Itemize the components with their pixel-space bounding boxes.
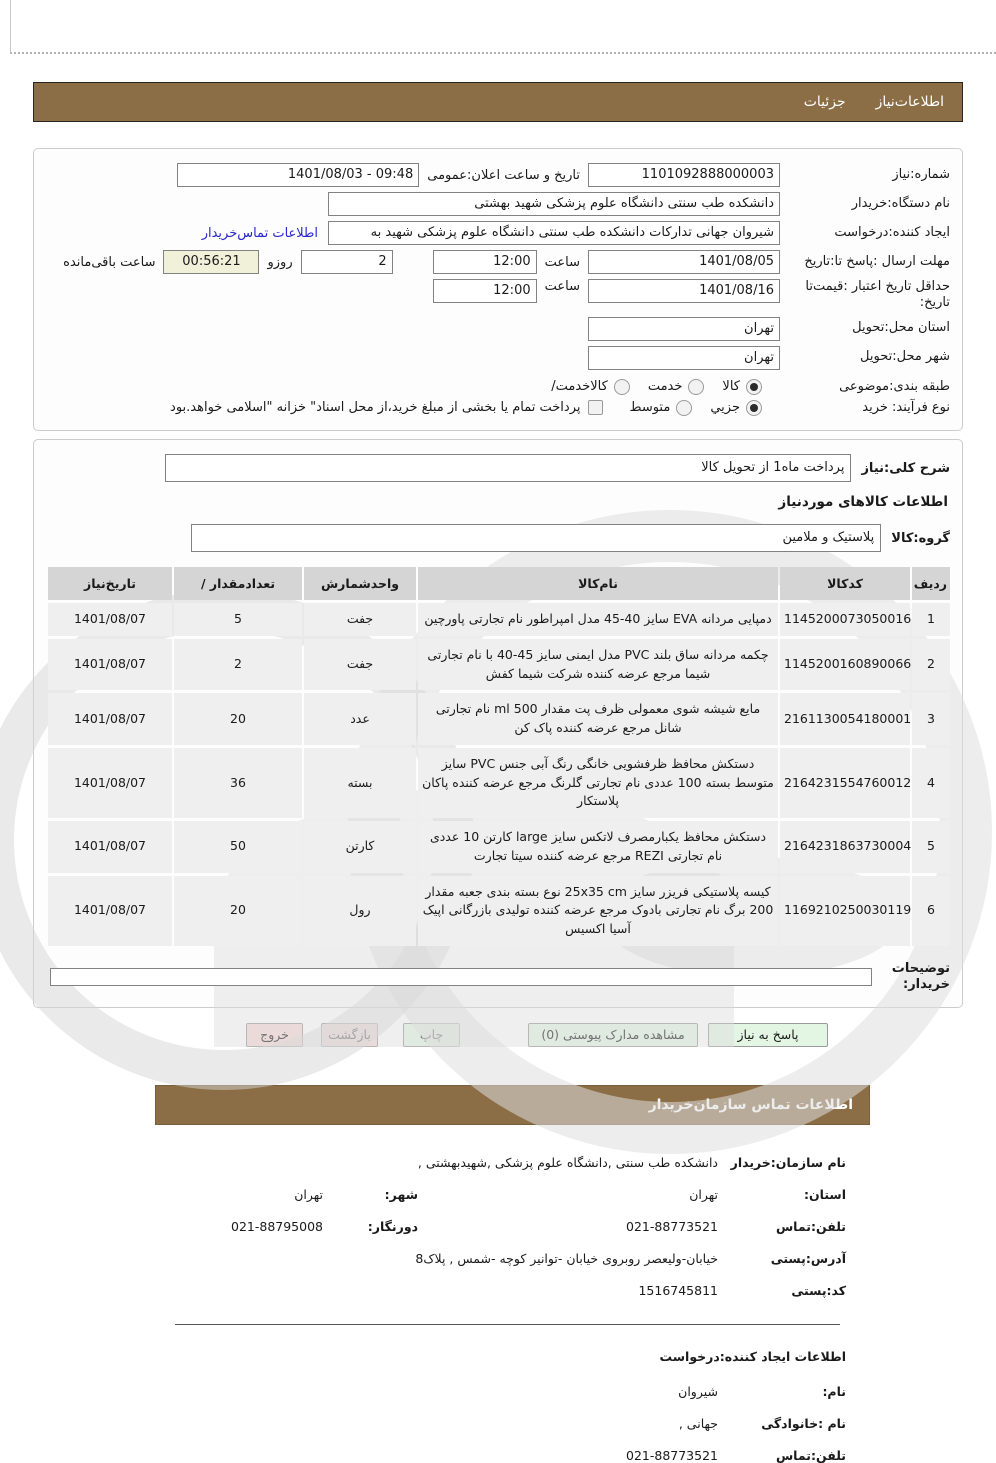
announce-label: تاریخ و ساعت اعلان:عمومی bbox=[427, 167, 580, 183]
treasury-note-label: پرداخت تمام یا بخشی از مبلغ خرید،از محل اسناد" خزانه "اسلامی خواهد.بود bbox=[170, 400, 581, 416]
buyer-notes-input[interactable] bbox=[50, 968, 872, 986]
buyer-contact-link[interactable]: اطلاعات تماس‌خریدار bbox=[201, 225, 318, 241]
item-unit: جفت bbox=[304, 603, 416, 636]
org-name-label: نام سازمان:خریدار bbox=[730, 1155, 846, 1171]
radio-service-icon[interactable] bbox=[688, 379, 704, 395]
deadline-hour-label: ساعت bbox=[544, 254, 580, 270]
goods-group-input[interactable]: پلاستیک و ملامین bbox=[191, 524, 881, 552]
org-contact-title: اطلاعات تماس سازمان‌خریدار bbox=[648, 1097, 853, 1114]
delivery-province-input[interactable]: تهران bbox=[588, 317, 780, 341]
item-row-no: 6 bbox=[912, 876, 950, 946]
top-divider bbox=[10, 0, 996, 54]
item-qty: 36 bbox=[174, 748, 302, 818]
days-label: روزو bbox=[267, 254, 293, 270]
creator-phone-label: تلفن:تماس bbox=[775, 1448, 846, 1463]
radio-minor-icon[interactable] bbox=[746, 400, 762, 416]
item-row-no: 4 bbox=[912, 748, 950, 818]
exit-button[interactable]: خروج bbox=[246, 1023, 303, 1047]
col-header-qty: تعدادمقدار / bbox=[174, 567, 302, 600]
item-qty: 2 bbox=[174, 639, 302, 691]
validity-hour-input[interactable]: 12:00 bbox=[433, 279, 537, 303]
org-address-label: آدرس:پستی bbox=[770, 1251, 846, 1267]
table-row bbox=[48, 639, 950, 691]
org-fax-value: 021-88795008 bbox=[231, 1219, 323, 1235]
radio-service-label: خدمت bbox=[647, 379, 683, 395]
org-phone-label: تلفن:تماس bbox=[775, 1219, 846, 1235]
item-date: 1401/08/07 bbox=[48, 603, 172, 636]
header-bar bbox=[33, 82, 963, 122]
org-phone-value: 021-88773521 bbox=[626, 1219, 718, 1235]
radio-goods-icon[interactable] bbox=[746, 379, 762, 395]
need-items-panel bbox=[33, 439, 963, 1008]
item-date: 1401/08/07 bbox=[48, 821, 172, 873]
creator-phone-value: 021-88773521 bbox=[626, 1448, 718, 1463]
org-contact-header bbox=[155, 1085, 870, 1125]
table-row bbox=[48, 693, 950, 745]
classification-label: طبقه بندی:موضوعی bbox=[839, 378, 950, 394]
buyer-org-input[interactable]: دانشکده طب سنتی دانشگاه علوم پزشکی شهید بهشتی bbox=[328, 192, 780, 216]
price-validity-label: حداقل تاریخ اعتبار :قیمت‌تا تاریخ: bbox=[805, 279, 950, 311]
item-name: دستکش محافظ ظرفشویی خانگی رنگ آبی جنس PVC سایز متوسط بسته 100 عددی نام تجارتی گلرنگ مرجع عرضه کننده پاکان پلاستکار bbox=[418, 748, 778, 818]
items-table-header-row bbox=[48, 567, 950, 600]
item-code: 2161130054180001 bbox=[780, 693, 910, 745]
item-row-no: 5 bbox=[912, 821, 950, 873]
item-name: دمپایی مردانه EVA سایز 40-45 مدل امپراطور نام تجارتی پاورچین bbox=[418, 603, 778, 636]
buyer-notes-label: توضیحات خریدار: bbox=[891, 960, 950, 992]
item-unit: کارتن bbox=[304, 821, 416, 873]
print-button[interactable]: چاپ bbox=[403, 1023, 460, 1047]
item-date: 1401/08/07 bbox=[48, 693, 172, 745]
creator-family-value: جهانی , bbox=[678, 1416, 718, 1432]
process-type-label: نوع فرآیند: خرید bbox=[862, 399, 950, 415]
item-unit: بسته bbox=[304, 748, 416, 818]
org-name-value: دانشکده طب سنتی ,دانشگاه علوم پزشکی ,شهیدبهشتی , bbox=[417, 1155, 718, 1171]
item-code: 1169210250030119 bbox=[780, 876, 910, 946]
delivery-province-label: استان محل:تحویل bbox=[852, 320, 950, 336]
radio-goods-services-label: کالاخدمت/ bbox=[551, 379, 608, 395]
request-creator-label: ایجاد کننده:درخواست bbox=[834, 224, 950, 240]
item-qty: 5 bbox=[174, 603, 302, 636]
item-unit: رول bbox=[304, 876, 416, 946]
treasury-checkbox-icon[interactable] bbox=[588, 400, 603, 415]
tab-details[interactable]: جزئیات bbox=[803, 94, 846, 110]
item-unit: عدد bbox=[304, 693, 416, 745]
table-row bbox=[48, 748, 950, 818]
need-number-label: شماره:نیاز bbox=[892, 166, 950, 182]
item-unit: جفت bbox=[304, 639, 416, 691]
tab-need-info[interactable]: اطلاعات‌نیاز bbox=[875, 94, 944, 110]
creator-info-heading: اطلاعات ایجاد کننده:درخواست bbox=[659, 1349, 846, 1365]
col-header-unit: واحدشمارش bbox=[304, 567, 416, 600]
radio-goods-label: کالا bbox=[722, 379, 740, 395]
table-row bbox=[48, 821, 950, 873]
creator-family-label: نام :خانوادگی bbox=[761, 1416, 846, 1432]
action-buttons bbox=[0, 1023, 828, 1047]
item-code: 1145200073050016 bbox=[780, 603, 910, 636]
request-info-panel bbox=[33, 148, 963, 431]
reply-to-need-button[interactable]: پاسخ به نیاز bbox=[708, 1023, 828, 1047]
need-description-label: شرح کلی:نیاز bbox=[861, 460, 950, 476]
col-header-code: کدکالا bbox=[780, 567, 910, 600]
reply-deadline-label: مهلت ارسال :پاسخ تا:تاریخ bbox=[804, 253, 950, 269]
remaining-time-box: 00:56:21 bbox=[163, 250, 259, 274]
item-qty: 50 bbox=[174, 821, 302, 873]
col-header-date: تاریخ‌نیاز bbox=[48, 567, 172, 600]
radio-goods-services-icon[interactable] bbox=[614, 379, 630, 395]
table-row bbox=[48, 876, 950, 946]
item-row-no: 3 bbox=[912, 693, 950, 745]
table-row bbox=[48, 603, 950, 636]
validity-date-input[interactable]: 1401/08/16 bbox=[588, 279, 780, 303]
item-row-no: 1 bbox=[912, 603, 950, 636]
item-code: 2164231863730004 bbox=[780, 821, 910, 873]
item-code: 1145200160890066 bbox=[780, 639, 910, 691]
org-fax-label: دورنگار: bbox=[367, 1219, 418, 1235]
announce-datetime-input[interactable]: 1401/08/03 - 09:48 bbox=[177, 163, 419, 187]
item-name: دستکش محافظ یکبارمصرف لاتکس سایز large کارتن 10 عددی نام تجارتی REZI مرجع عرضه کننده سیتا تجارت bbox=[418, 821, 778, 873]
back-button[interactable]: بازگشت bbox=[321, 1023, 378, 1047]
delivery-city-input[interactable]: تهران bbox=[588, 346, 780, 370]
deadline-hour-input[interactable]: 12:00 bbox=[433, 250, 537, 274]
radio-medium-label: متوسط bbox=[629, 400, 671, 416]
org-city-value: تهران bbox=[294, 1187, 323, 1203]
org-city-label: شهر: bbox=[384, 1187, 418, 1203]
col-header-name: نام‌کالا bbox=[418, 567, 778, 600]
org-province-value: تهران bbox=[689, 1187, 718, 1203]
item-qty: 20 bbox=[174, 876, 302, 946]
goods-group-label: گروه:کالا bbox=[891, 530, 950, 546]
section-divider bbox=[175, 1324, 840, 1325]
item-name: کیسه پلاستیکی فریزر سایز 25x35 cm نوع بسته بندی جعبه مقدار 200 برگ نام تجارتی بادوک مرجع عرضه کننده تولیدی بازرگانی اپیک آسیا اکسیس bbox=[418, 876, 778, 946]
creator-name-value: شیروان bbox=[678, 1384, 718, 1400]
org-address-value: خیابان-ولیعصر روبروی خیابان -توانیر کوچه -شمس , پلاک8 bbox=[415, 1251, 718, 1267]
item-qty: 20 bbox=[174, 693, 302, 745]
validity-hour-label: ساعت bbox=[544, 279, 580, 294]
org-postal-label: کد:پستی bbox=[791, 1283, 846, 1299]
item-name: چکمه مردانه ساق بلند PVC مدل ایمنی سایز 45-40 با نام تجارتی شیما مرجع عرضه کننده شرکت شیما کفش bbox=[418, 639, 778, 691]
need-description-input[interactable]: پرداخت ماه1 از تحویل کالا bbox=[165, 454, 851, 482]
org-province-label: استان: bbox=[803, 1187, 846, 1203]
item-name: مایع شیشه شوی معمولی ظرف پت مقدار 500 ml نام تجارتی شانل مرجع عرضه کننده پاک کن bbox=[418, 693, 778, 745]
creator-name-label: نام: bbox=[822, 1384, 846, 1400]
item-date: 1401/08/07 bbox=[48, 876, 172, 946]
remaining-time-label: ساعت باقی‌مانده bbox=[63, 254, 156, 270]
view-attachments-button[interactable]: مشاهده مدارک پیوستی (0) bbox=[528, 1023, 698, 1047]
org-postal-value: 1516745811 bbox=[638, 1283, 718, 1299]
item-code: 2164231554760012 bbox=[780, 748, 910, 818]
need-number-input[interactable]: 1101092888000003 bbox=[588, 163, 780, 187]
col-header-row: ردیف bbox=[912, 567, 950, 600]
item-date: 1401/08/07 bbox=[48, 748, 172, 818]
item-row-no: 2 bbox=[912, 639, 950, 691]
deadline-date-input[interactable]: 1401/08/05 bbox=[588, 250, 780, 274]
item-date: 1401/08/07 bbox=[48, 639, 172, 691]
org-contact-section bbox=[0, 1155, 846, 1463]
buyer-org-label: نام دستگاه:خریدار bbox=[851, 195, 950, 211]
items-section-heading: اطلاعات کالاهای موردنیاز bbox=[778, 494, 948, 510]
radio-medium-icon[interactable] bbox=[676, 400, 692, 416]
radio-minor-label: جزيي bbox=[710, 400, 740, 416]
request-creator-input[interactable]: شیروان جهانی تدارکات دانشکده طب سنتی دانشگاه علوم پزشکی شهید به bbox=[328, 221, 780, 245]
items-table bbox=[46, 564, 952, 949]
delivery-city-label: شهر محل:تحویل bbox=[860, 349, 950, 365]
days-input[interactable]: 2 bbox=[301, 250, 393, 274]
